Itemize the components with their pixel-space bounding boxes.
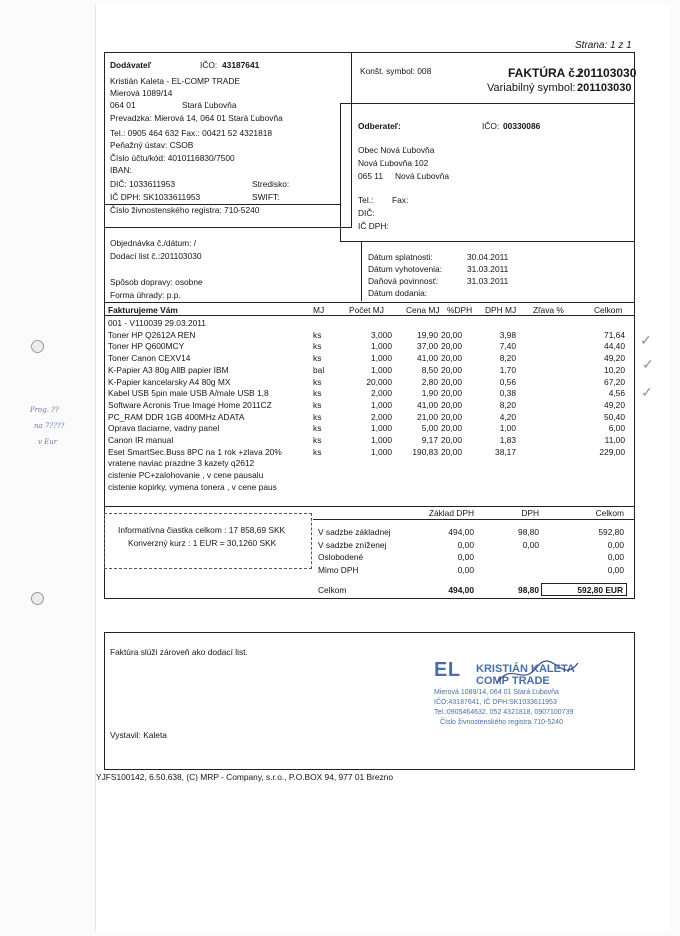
- summary-vat: 0,00: [522, 539, 539, 550]
- date-label: Dátum splatnosti:: [368, 252, 433, 262]
- item-total: 67,20: [604, 376, 625, 387]
- summary-label: V sadzbe zníženej: [318, 539, 387, 550]
- item-description: cistenie kopirky, vymena tonera , v cene paus: [108, 481, 277, 492]
- item-row: [108, 447, 628, 458]
- summary-header-base: Základ DPH: [428, 508, 474, 518]
- item-price: 8,50: [421, 364, 438, 375]
- item-description: PC_RAM DDR 1GB 400MHz ADATA: [108, 411, 245, 422]
- item-vat-unit: 3,98: [499, 329, 516, 340]
- item-vat-rate: 20,00: [441, 411, 462, 422]
- item-price: 1,90: [421, 388, 438, 399]
- summary-base: 0,00: [457, 552, 474, 562]
- item-vat-rate: 20,00: [441, 435, 462, 445]
- supplier-line: Číslo živnostenského registra: 710-5240: [110, 205, 260, 215]
- customer-fax: Fax:: [392, 195, 409, 205]
- item-unit: ks: [313, 353, 322, 364]
- date-label: Dátum vyhotovenia:: [368, 264, 443, 274]
- col-discount: Zľava %: [533, 305, 564, 315]
- invoice-number: 201103030: [577, 66, 637, 80]
- supplier-line: Kristián Kaleta - EL-COMP TRADE: [110, 76, 241, 86]
- col-unit: MJ: [313, 305, 325, 315]
- binder-hole: [31, 592, 44, 605]
- supplier-line: Tel.: 0905 464 632 Fax.: 00421 52 4321818: [110, 128, 273, 138]
- item-description: Oprava tlaciarne, vadny panel: [108, 423, 220, 434]
- check-mark: ✓: [640, 332, 652, 348]
- summary-label: Mimo DPH: [318, 564, 359, 575]
- item-total: 49,20: [604, 399, 625, 410]
- supplier-ico: 43187641: [222, 60, 260, 70]
- stamp-phones: Tel.:0905464632, 052 4321818, 0907100739: [434, 709, 574, 716]
- item-description: K-Papier kancelarsky A4 80g MX: [108, 376, 231, 387]
- order-number: Objednávka č./dátum: /: [110, 238, 197, 248]
- item-unit: ks: [313, 446, 322, 457]
- company-stamp: [432, 659, 612, 739]
- handwritten-note: Prog. ??: [30, 406, 59, 414]
- customer-heading: Odberateľ:: [358, 121, 401, 131]
- page-number: Strana: 1 z 1: [575, 40, 632, 51]
- item-quantity: 1,000: [371, 435, 392, 445]
- item-unit: ks: [313, 411, 322, 422]
- item-vat-unit: 4,20: [499, 411, 516, 422]
- item-total: 11,00: [604, 435, 625, 445]
- signature: [492, 657, 582, 693]
- item-price: 9,17: [421, 435, 438, 445]
- item-price: 5,00: [421, 423, 438, 434]
- item-quantity: 1,000: [371, 423, 392, 434]
- col-vat-rate: %DPH: [447, 305, 473, 315]
- supplier-ico-label: IČO:: [200, 60, 218, 70]
- delivery-note: Dodací list č.:201103030: [110, 251, 202, 261]
- supplier-line: IBAN:: [110, 165, 132, 175]
- supplier-line: Prevadzka: Mierová 14, 064 01 Stará Ľubovňa: [110, 113, 283, 123]
- item-description: K-Papier A3 80g AllB papier IBM: [108, 364, 229, 375]
- item-price: 37,00: [417, 341, 438, 352]
- item-quantity: 1,000: [371, 353, 392, 364]
- supplier-line: Stará Ľubovňa: [182, 100, 237, 110]
- customer-icdph: IČ DPH:: [358, 221, 389, 231]
- col-vat-unit: DPH MJ: [485, 305, 517, 315]
- item-vat-rate: 20,00: [441, 423, 462, 434]
- item-description: vratene naviac prazdne 3 kazety q2612: [108, 458, 255, 469]
- customer-line: Nová Ľubovňa: [395, 171, 450, 181]
- supplier-heading: Dodávateľ: [110, 60, 151, 70]
- item-quantity: 2,000: [371, 411, 392, 422]
- item-description: Toner Canon CEXV14: [108, 353, 191, 364]
- item-total: 49,20: [604, 353, 625, 364]
- total-base: 494,00: [448, 585, 474, 595]
- check-mark: ✓: [642, 356, 654, 372]
- customer-ico: 00330086: [503, 121, 541, 131]
- date-value: 31.03.2011: [467, 276, 509, 286]
- item-unit: ks: [313, 399, 322, 410]
- items-header-rule: [104, 315, 635, 316]
- supplier-line: Mierová 1089/14: [110, 88, 173, 98]
- item-description: Toner HP Q2612A REN: [108, 329, 196, 340]
- konst-symbol: Konšt. symbol: 008: [360, 66, 432, 76]
- items-top-rule: [104, 302, 635, 303]
- stamp-subname: COMP TRADE: [476, 675, 550, 687]
- item-vat-rate: 20,00: [441, 399, 462, 410]
- supplier-line: Číslo účtu/kód: 4010116830/7500: [110, 153, 235, 163]
- var-symbol-label: Variabilný symbol:: [487, 82, 576, 94]
- binder-hole: [31, 340, 44, 353]
- col-price: Cena MJ: [406, 305, 440, 315]
- supplier-line: Stredisko:: [252, 179, 290, 189]
- item-vat-unit: 0,38: [499, 388, 516, 399]
- payment-method: Forma úhrady: p.p.: [110, 290, 181, 300]
- check-mark: ✓: [641, 384, 653, 400]
- stamp-address: Mierová 1089/14, 064 01 Stará Ľubovňa: [434, 689, 559, 696]
- item-vat-rate: 20,00: [441, 353, 462, 364]
- summary-base: 494,00: [448, 527, 474, 537]
- item-description: Toner HP Q600MCY: [108, 341, 185, 352]
- info-amount: Informatívna čiastka celkom : 17 858,69 SKK: [118, 525, 286, 535]
- item-total: 71,64: [604, 329, 625, 340]
- item-price: 21,00: [417, 411, 438, 422]
- delivery-note-text: Faktúra slúži zároveň ako dodací list.: [110, 647, 248, 657]
- item-unit: bal: [313, 364, 325, 375]
- item-row: [108, 400, 628, 411]
- summary-total: 592,80: [598, 527, 624, 537]
- item-total: 50,40: [604, 411, 625, 422]
- supplier-line: SWIFT:: [252, 192, 280, 202]
- stamp-register: Číslo živnostenského registra 710-5240: [440, 719, 563, 726]
- item-quantity: 1,000: [371, 364, 392, 375]
- item-row: [108, 353, 628, 364]
- item-row: [108, 341, 628, 352]
- invoice-title: FAKTÚRA č.:: [508, 66, 583, 80]
- item-row: [108, 365, 628, 376]
- col-description: Fakturujeme Vám: [108, 305, 178, 315]
- summary-total: 0,00: [607, 552, 624, 562]
- summary-label: Oslobodené: [318, 552, 364, 562]
- item-description: Kabel USB 5pin male USB A/male USB 1,8: [108, 388, 269, 399]
- item-row: [108, 435, 628, 446]
- date-label: Dátum dodania:: [368, 288, 428, 298]
- item-total: 4,56: [608, 388, 625, 399]
- item-unit: ks: [313, 388, 322, 399]
- item-total: 44,40: [604, 341, 625, 352]
- item-quantity: 2,000: [371, 388, 392, 399]
- item-vat-unit: 38,17: [495, 446, 516, 457]
- col-total: Celkom: [594, 305, 623, 315]
- item-vat-unit: 7,40: [499, 341, 516, 352]
- stamp-ids: IČO:43187641, IČ DPH:SK1033611953: [434, 699, 557, 706]
- date-value: 31.03.2011: [467, 264, 509, 274]
- item-vat-rate: 20,00: [441, 388, 462, 399]
- item-unit: ks: [313, 376, 322, 387]
- item-total: 229,00: [599, 446, 625, 457]
- item-vat-unit: 0,56: [499, 376, 516, 387]
- summary-total: 0,00: [607, 539, 624, 550]
- summary-base: 0,00: [457, 539, 474, 550]
- item-vat-unit: 1,70: [499, 364, 516, 375]
- item-quantity: 3,000: [371, 329, 392, 340]
- handwritten-note: v Eur: [38, 438, 58, 446]
- item-price: 19,90: [417, 329, 438, 340]
- summary-base: 0,00: [457, 564, 474, 575]
- item-quantity: 1,000: [371, 446, 392, 457]
- item-row: [108, 423, 628, 434]
- item-vat-rate: 20,00: [441, 376, 462, 387]
- item-description: 001 - V110039 29.03.2011: [108, 318, 206, 328]
- item-row: [108, 412, 628, 423]
- conversion-rate: Konverzný kurz : 1 EUR = 30,1260 SKK: [128, 538, 277, 548]
- supplier-divider: [104, 204, 340, 205]
- item-row: [108, 330, 628, 341]
- item-price: 2,80: [421, 376, 438, 387]
- total-label: Celkom: [318, 585, 347, 595]
- item-price: 41,00: [417, 399, 438, 410]
- date-label: Daňová povinnosť:: [368, 276, 439, 286]
- dates-divider: [361, 242, 362, 301]
- item-row: [108, 318, 628, 329]
- item-description: cistenie PC+zalohovanie , v cene pausalu: [108, 470, 264, 481]
- issued-by: Vystavil: Kaleta: [110, 730, 167, 740]
- item-description: Eset SmartSec.Buss 8PC na 1 rok +zlava 20%: [108, 446, 282, 457]
- item-vat-unit: 8,20: [499, 353, 516, 364]
- item-description: Software Acronis True Image Home 2011CZ: [108, 399, 272, 410]
- item-quantity: 1,000: [371, 399, 392, 410]
- supplier-line: 064 01: [110, 100, 136, 110]
- stamp-name: KRISTIÁN KALETA: [476, 663, 575, 675]
- item-unit: ks: [313, 341, 322, 352]
- supplier-line: DIČ: 1033611953: [110, 179, 176, 189]
- item-unit: ks: [313, 329, 322, 340]
- col-quantity: Počet MJ: [349, 305, 384, 315]
- supplier-line: Peňažný ústav: CSOB: [110, 140, 194, 150]
- summary-header-vat: DPH: [521, 508, 539, 518]
- item-vat-rate: 20,00: [441, 364, 462, 375]
- customer-line: Obec Nová Ľubovňa: [358, 145, 435, 155]
- item-total: 10,20: [604, 364, 625, 375]
- customer-line: Nová Ľubovňa 102: [358, 158, 429, 168]
- item-price: 190,83: [412, 446, 438, 457]
- total-vat: 98,80: [518, 585, 539, 595]
- item-total: 6,00: [608, 423, 625, 434]
- item-row: [108, 377, 628, 388]
- summary-header-total: Celkom: [595, 508, 624, 518]
- software-footer: YJFS100142, 6.50.638, (C) MRP - Company, s.r.o., P.O.BOX 94, 977 01 Brezno: [96, 772, 393, 782]
- summary-top-rule: [104, 506, 635, 507]
- summary-total: 0,00: [607, 564, 624, 575]
- transport-method: Spôsob dopravy: osobne: [110, 277, 203, 287]
- item-quantity: 20,000: [366, 376, 392, 387]
- customer-tel: Tel.:: [358, 195, 374, 205]
- item-vat-unit: 8,20: [499, 399, 516, 410]
- item-vat-rate: 20,00: [441, 446, 462, 457]
- summary-header-rule: [313, 519, 635, 520]
- customer-dic: DIČ:: [358, 208, 375, 218]
- item-unit: ks: [313, 435, 322, 445]
- summary-vat: 98,80: [518, 527, 539, 537]
- item-vat-unit: 1,00: [499, 423, 516, 434]
- item-row: [108, 482, 628, 493]
- item-unit: ks: [313, 423, 322, 434]
- item-vat-rate: 20,00: [441, 329, 462, 340]
- item-row: [108, 458, 628, 469]
- item-quantity: 1,000: [371, 341, 392, 352]
- supplier-line: IČ DPH: SK1033611953: [110, 192, 201, 202]
- item-price: 41,00: [417, 353, 438, 364]
- var-symbol: 201103030: [577, 82, 632, 94]
- item-row: [108, 470, 628, 481]
- stamp-logo: EL: [434, 659, 461, 681]
- total-sum: 592,80 EUR: [577, 585, 623, 595]
- customer-line: 065 11: [358, 171, 383, 181]
- item-row: [108, 388, 628, 399]
- item-vat-rate: 20,00: [441, 341, 462, 352]
- customer-ico-label: IČO:: [482, 121, 500, 131]
- handwritten-note: na 7????: [34, 422, 65, 430]
- item-vat-unit: 1,83: [499, 435, 516, 445]
- date-value: 30.04.2011: [467, 252, 509, 262]
- item-description: Canon IR manual: [108, 435, 174, 445]
- summary-label: V sadzbe základnej: [318, 527, 391, 537]
